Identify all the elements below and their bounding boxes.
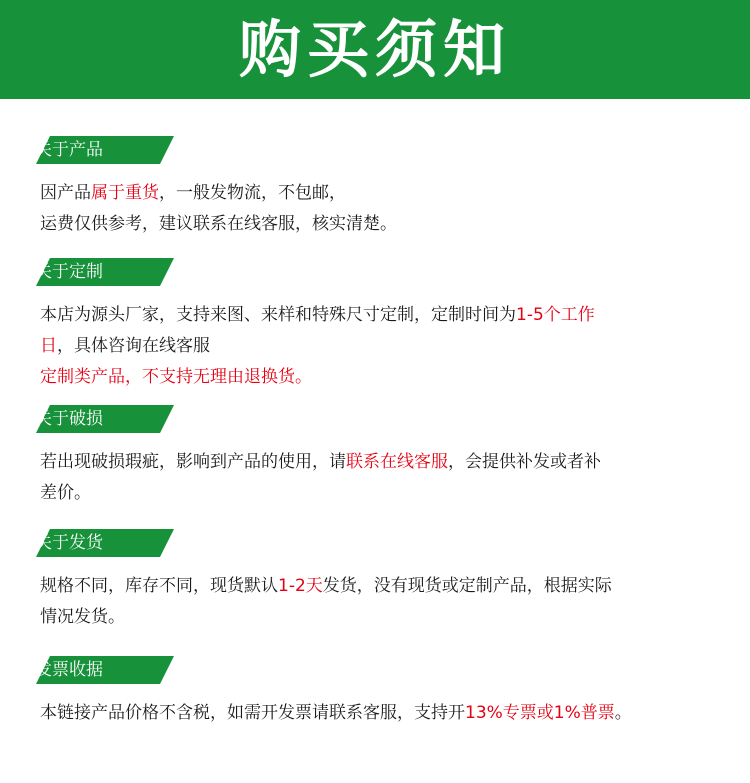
section-tag-label: 关于定制 (35, 262, 103, 282)
body-line (40, 300, 720, 331)
section-body (40, 178, 720, 240)
highlight-span: 联系在线客服 (346, 452, 448, 472)
highlight-span: 日 (40, 336, 57, 356)
section-tag-label: 关于破损 (35, 409, 103, 429)
text-span: ，会提供补发或者补 (448, 452, 601, 472)
body-line (40, 571, 720, 602)
body-line (40, 331, 720, 362)
text-span: 若出现破损瑕疵，影响到产品的使用，请 (40, 452, 346, 472)
text-span: 情况发货。 (40, 607, 125, 627)
text-span: 运费仅供参考，建议联系在线客服，核实清楚。 (40, 214, 397, 234)
highlight-span: 1-2天 (278, 576, 323, 596)
highlight-span: 定制类产品，不支持无理由退换货。 (40, 367, 312, 387)
text-span: 因产品 (40, 183, 91, 203)
section-body (40, 571, 720, 633)
section-body (40, 698, 720, 729)
text-span: 发货，没有现货或定制产品，根据实际 (322, 576, 612, 596)
header-banner (0, 0, 750, 99)
highlight-span: 13%专票或1%普票 (465, 703, 615, 723)
section-body (40, 447, 720, 509)
section-body (40, 300, 720, 393)
body-line (40, 209, 720, 240)
text-span: 本链接产品价格不含税，如需开发票请联系客服，支持开 (40, 703, 465, 723)
body-line (40, 698, 720, 729)
section-tag-label: 发票收据 (35, 660, 103, 680)
text-span: 本店为源头厂家，支持来图、来样和特殊尺寸定制，定制时间为 (40, 305, 516, 325)
body-line (40, 602, 720, 633)
highlight-span: 1-5个工作 (516, 305, 595, 325)
text-span: 规格不同，库存不同，现货默认 (40, 576, 278, 596)
section-tag-label: 关于产品 (35, 140, 103, 160)
text-span: 。 (614, 703, 632, 723)
text-span: 差价。 (40, 483, 91, 503)
page-title: 购买须知 (238, 12, 511, 86)
body-line (40, 362, 720, 393)
body-line (40, 478, 720, 509)
text-span: ，一般发物流，不包邮， (159, 183, 346, 203)
text-span: ，具体咨询在线客服 (57, 336, 210, 356)
body-line (40, 178, 720, 209)
highlight-span: 属于重货 (91, 183, 159, 203)
body-line (40, 447, 720, 478)
section-tag-label: 关于发货 (35, 533, 103, 553)
